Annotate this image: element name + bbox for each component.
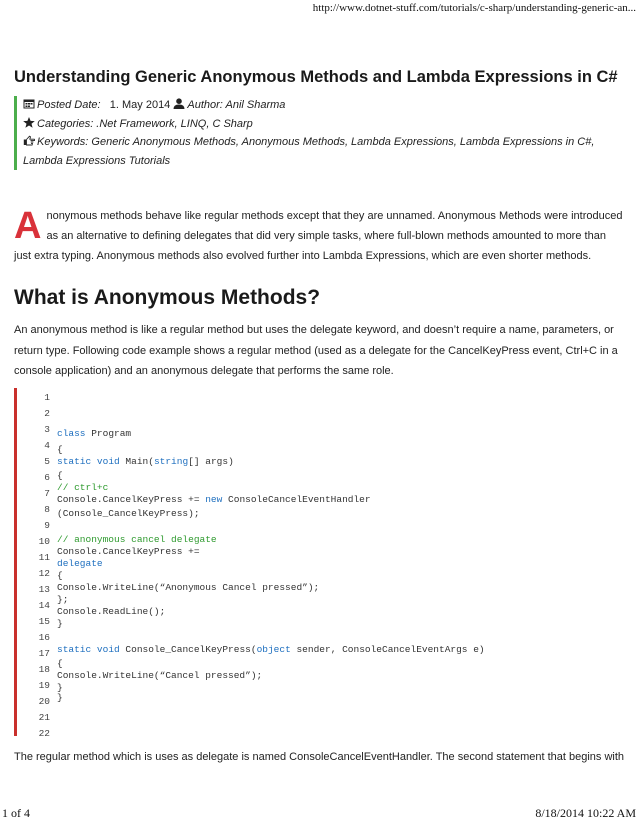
line-number: 21 (38, 712, 50, 723)
intro-paragraph (14, 206, 626, 266)
code-line: }; (57, 594, 69, 605)
code-line: class Program (57, 428, 132, 439)
code-line: { (57, 470, 63, 481)
keywords-text: Keywords: Generic Anonymous Methods, Anonymous Methods, Lambda Expressions, Lambda Expressions in C#, Lambda Expressions Tutorials (23, 136, 595, 167)
code-line: { (57, 444, 63, 455)
code-line: delegate (57, 558, 103, 569)
line-number: 20 (38, 696, 50, 707)
categories-text: Categories: .Net Framework, LINQ, C Sharp (37, 117, 253, 130)
code-line: Console.WriteLine(“Cancel pressed”); (57, 670, 263, 681)
article-title: Understanding Generic Anonymous Methods and Lambda Expressions in C# (14, 68, 618, 86)
trailing-paragraph: The regular method which is uses as delegate is named ConsoleCancelEventHandler. The second statement that begins with (14, 751, 625, 763)
line-number: 14 (38, 600, 50, 611)
code-line: (Console_CancelKeyPress); (57, 508, 200, 519)
line-number: 9 (44, 520, 50, 531)
code-line: Console.ReadLine(); (57, 606, 166, 617)
intro-text: nonymous methods behave like regular methods except that they are unnamed. Anonymous Methods were introduced as an alternative to defining delegates that did very simple tasks, where full-blown methods amounted to more than just extra typing. Anonymous methods also evolved further into Lambda Expressions, which are even shorter methods. (14, 210, 623, 262)
line-number: 17 (38, 648, 50, 659)
line-number: 18 (38, 664, 50, 675)
code-line: } (57, 618, 63, 629)
line-number: 12 (38, 568, 50, 579)
code-line: Console.CancelKeyPress += new ConsoleCancelEventHandler (57, 494, 371, 505)
line-number: 5 (44, 456, 50, 467)
line-number: 15 (38, 616, 50, 627)
drop-cap-letter: A (14, 205, 42, 247)
line-number: 7 (44, 488, 50, 499)
section-paragraph: An anonymous method is like a regular method but uses the delegate keyword, and doesn’t require a name, parameters, or return type. Following code example shows a regular method (used as a delegate for the CancelKeyPress event, Ctrl+C in a console application) and an anonymous delegate that performs the same role. (14, 324, 618, 377)
line-number: 16 (38, 632, 50, 643)
line-number: 22 (38, 728, 50, 739)
print-datetime: 8/18/2014 10:22 AM (535, 806, 636, 820)
code-line: // ctrl+c (57, 482, 109, 493)
code-block (14, 388, 627, 739)
author-name: Author: Anil Sharma (187, 99, 286, 111)
code-line: { (57, 570, 63, 581)
code-line: // anonymous cancel delegate (57, 534, 217, 545)
calendar-icon (23, 98, 35, 109)
article-meta (14, 96, 631, 170)
code-line: { (57, 658, 63, 669)
meta-posted-row (23, 96, 631, 115)
line-number: 10 (38, 536, 50, 547)
line-number: 1 (44, 392, 50, 403)
line-number: 11 (38, 552, 50, 563)
line-number: 6 (44, 472, 50, 483)
star-icon (23, 117, 35, 128)
line-number: 19 (38, 680, 50, 691)
section-heading: What is Anonymous Methods? (14, 286, 321, 309)
line-number: 3 (44, 424, 50, 435)
line-number: 4 (44, 440, 50, 451)
code-line: static void Main(string[] args) (57, 456, 234, 467)
meta-categories-row (23, 115, 631, 134)
print-page-number: 1 of 4 (2, 806, 30, 820)
line-number: 13 (38, 584, 50, 595)
code-line: static void Console_CancelKeyPress(object sender, ConsoleCancelEventArgs e) (57, 644, 485, 655)
meta-keywords-row (23, 133, 631, 170)
code-line: } (57, 682, 63, 693)
posted-label: Posted Date: (37, 99, 101, 111)
code-line: } (57, 692, 63, 703)
code-line: Console.WriteLine(“Anonymous Cancel pressed”); (57, 582, 320, 593)
line-number: 2 (44, 408, 50, 419)
line-number: 8 (44, 504, 50, 515)
hand-pointer-icon (23, 135, 35, 146)
user-icon (173, 98, 185, 109)
print-header-url: http://www.dotnet-stuff.com/tutorials/c-sharp/understanding-generic-an... (312, 2, 636, 14)
posted-date: 1. May 2014 (109, 99, 171, 111)
code-line: Console.CancelKeyPress += (57, 546, 200, 557)
